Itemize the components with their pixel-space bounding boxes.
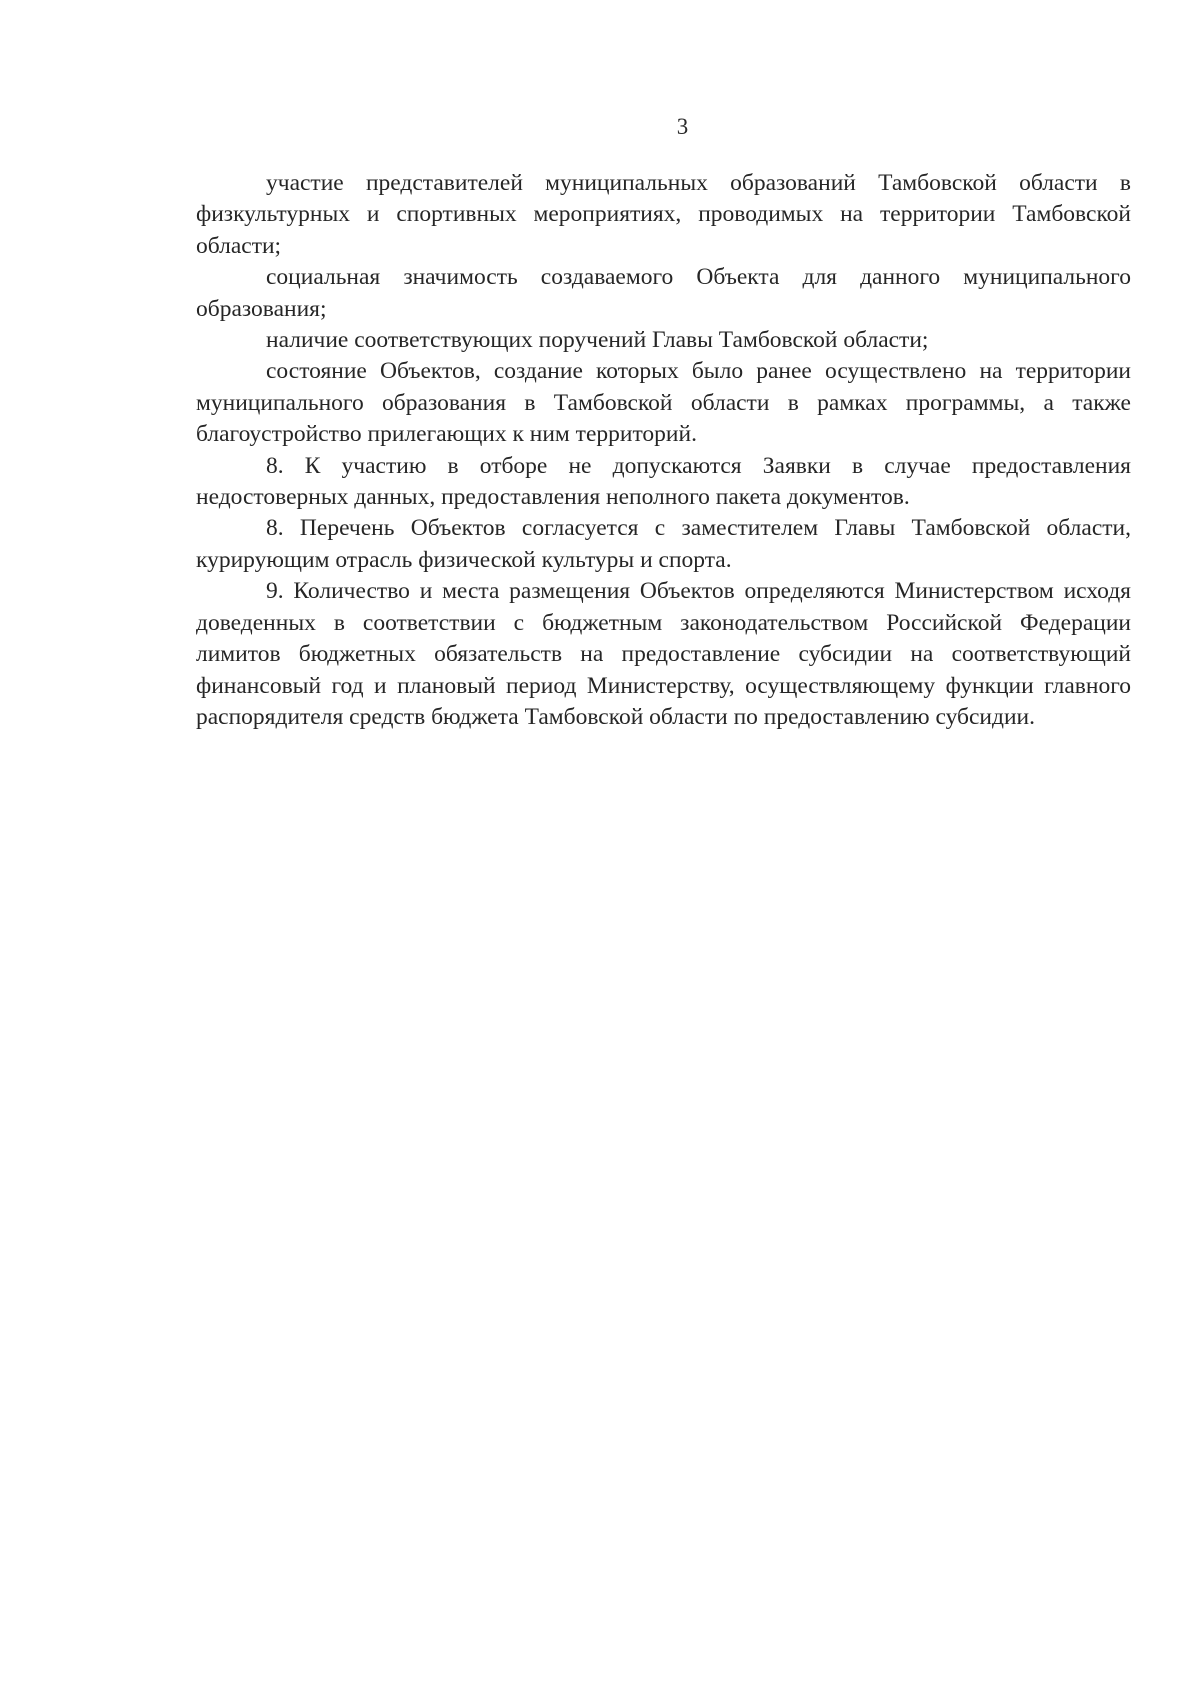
paragraph-objects-list: 8. Перечень Объектов согласуется с заместителем Главы Тамбовской области, курирующим отрасль физической культуры и спорта. [196, 515, 1131, 573]
paragraph-admission-rules: 8. К участию в отборе не допускаются Заявки в случае предоставления недостоверных данных, предоставления неполного пакета документов. [196, 452, 1131, 511]
paragraph-social-significance: социальная значимость создаваемого Объекта для данного муниципального образования; [196, 264, 1131, 322]
paragraph-participation: участие представителей муниципальных образований Тамбовской области в физкультурных и спортивных мероприятиях, проводимых на территории Тамбовской области; [196, 170, 1131, 259]
paragraph-objects-quantity: 9. Количество и места размещения Объектов определяются Министерством исходя доведенных в соответствии с бюджетным законодательством Российской Федерации лимитов бюджетных обязательств на предоставление субсидии на соответствующий финансовый год и плановый период Министерству, осуществляющему функции главного распорядителя средств бюджета Тамбовской области по предоставлению субсидии. [196, 578, 1131, 730]
paragraph-objects-state: состояние Объектов, создание которых было ранее осуществлено на территории муниципального образования в Тамбовской области в рамках программы, а также благоустройство прилегающих к ним территорий. [196, 358, 1131, 448]
document-body [196, 168, 1131, 733]
page-number: 3 [676, 114, 689, 139]
paragraph-governor-orders: наличие соответствующих поручений Главы Тамбовской области; [266, 327, 929, 354]
